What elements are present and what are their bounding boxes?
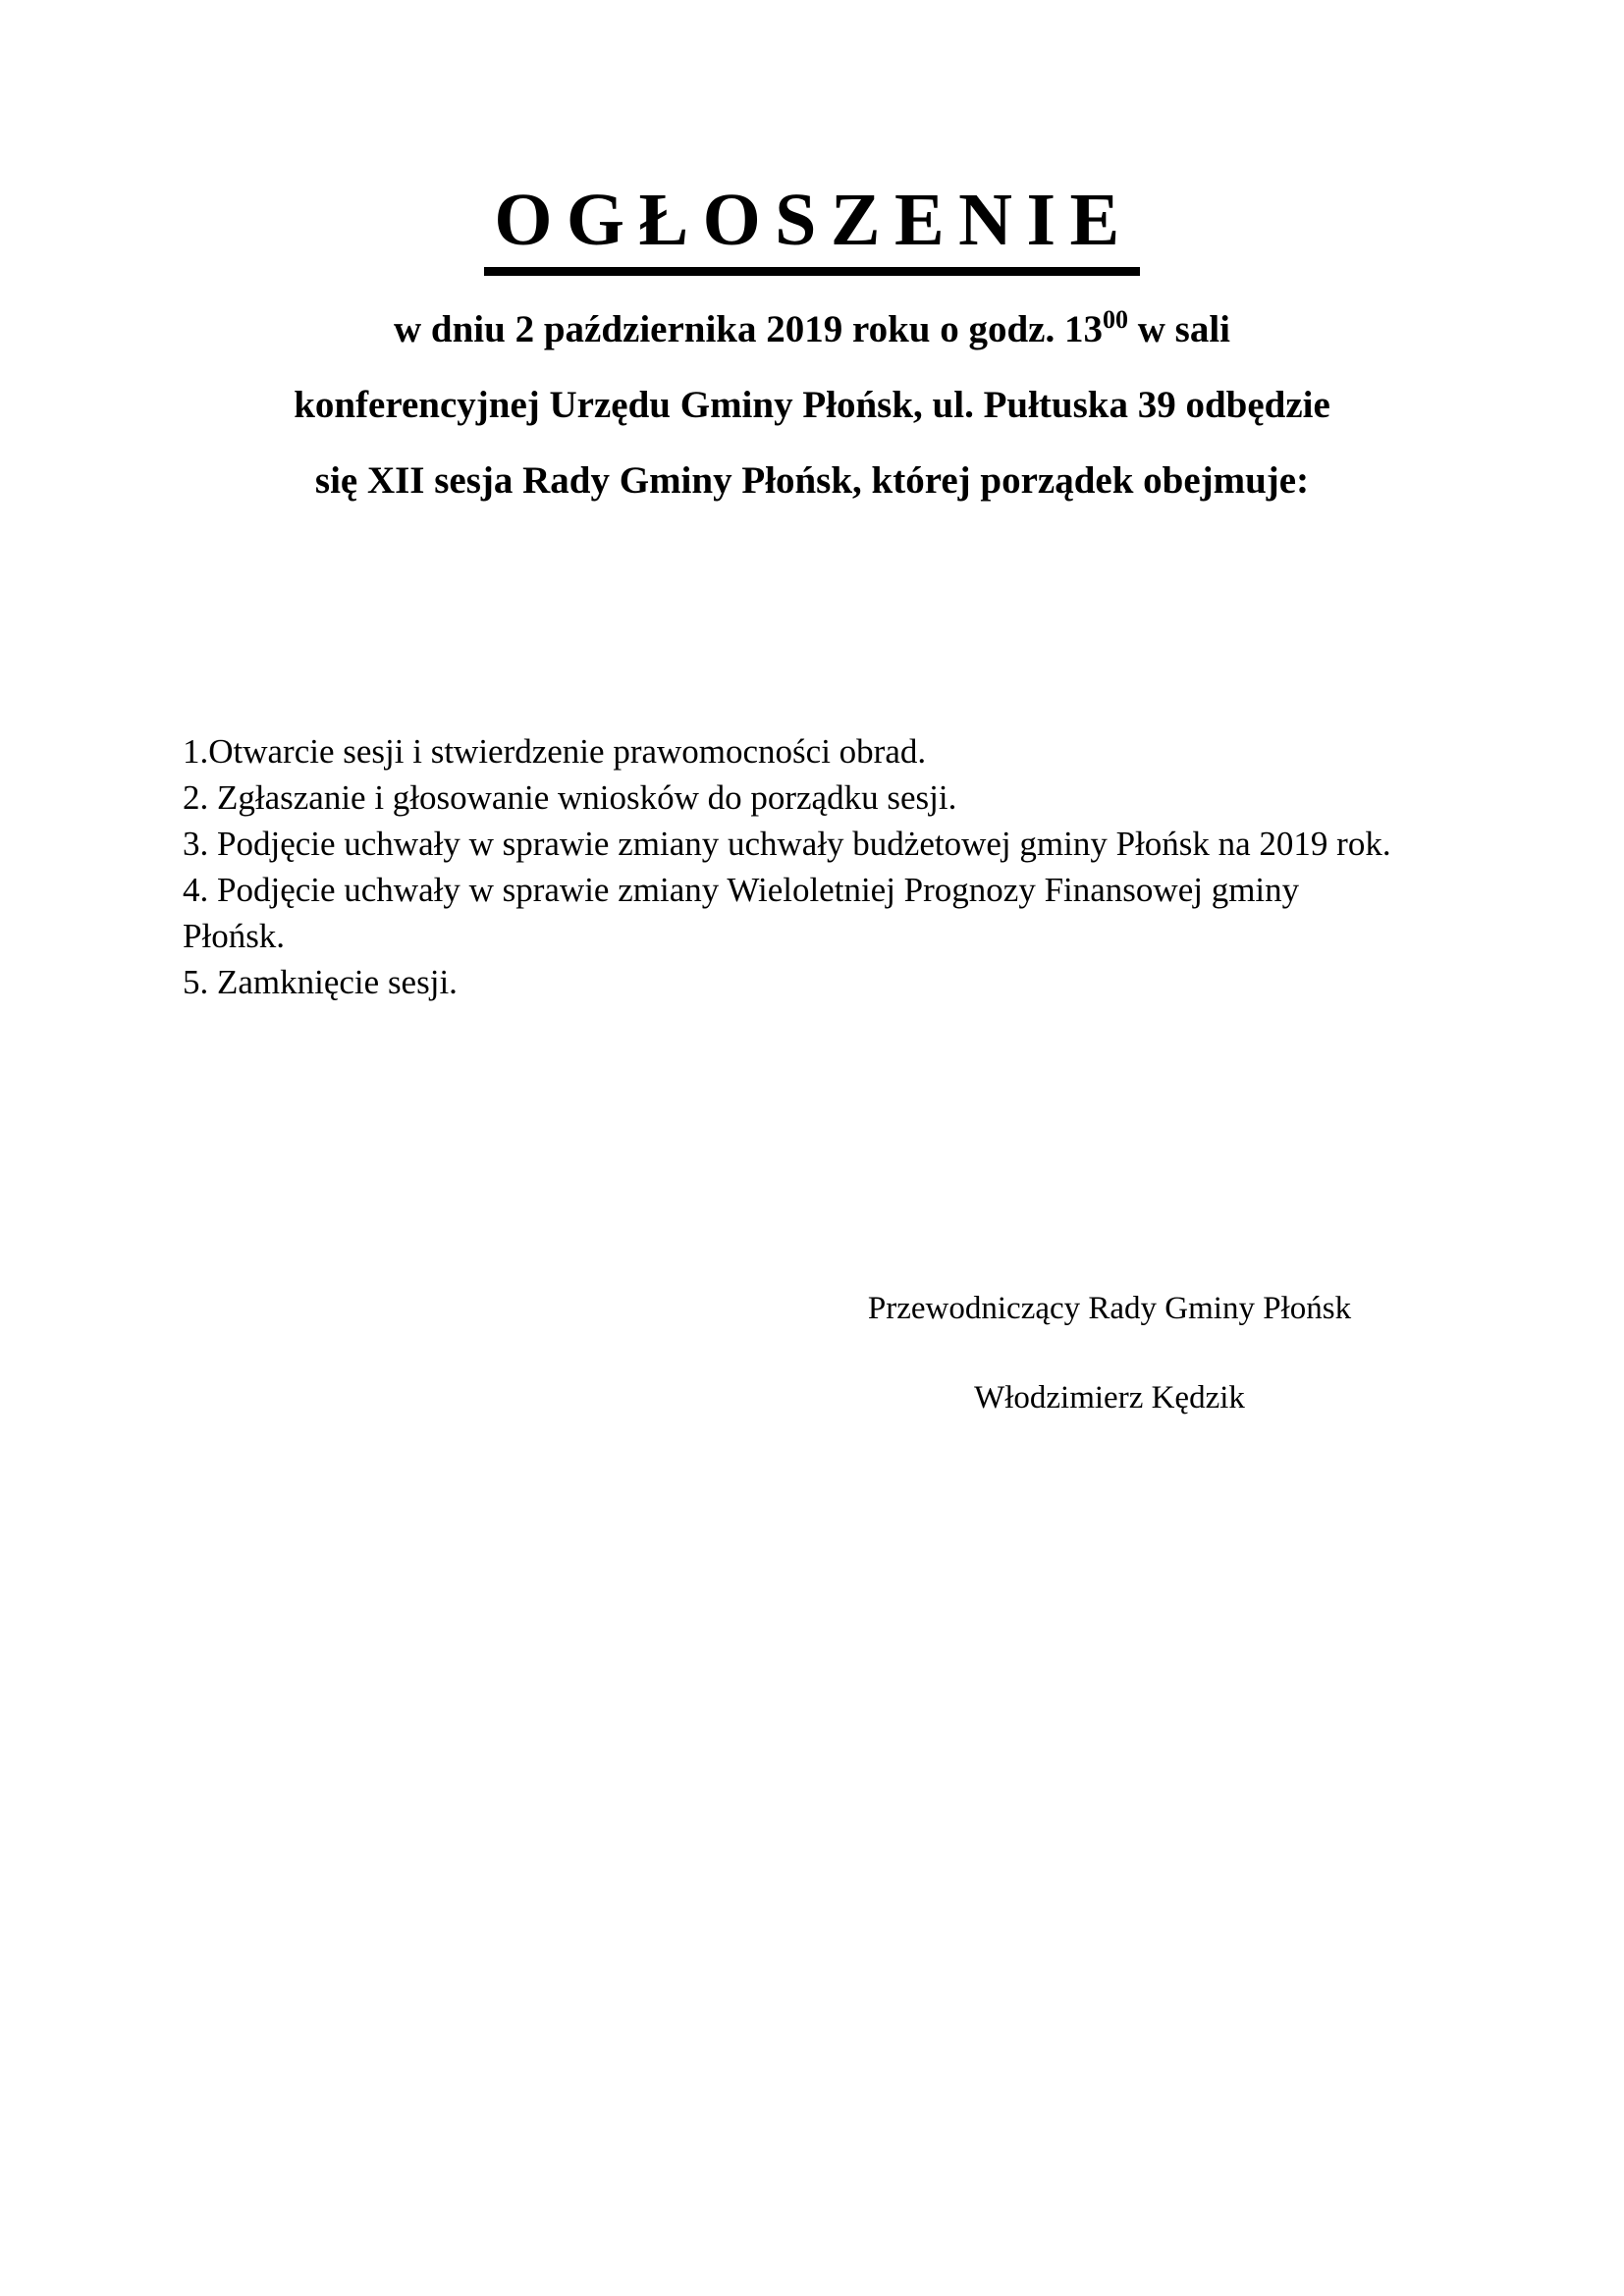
intro-line-1-text: w dniu 2 października 2019 roku o godz. 13 <box>394 308 1103 350</box>
agenda-item-5: 5. Zamknięcie sesji. <box>183 963 458 1001</box>
document-title: OGŁOSZENIE <box>484 183 1139 276</box>
signature-name: Włodzimierz Kędzik <box>974 1380 1245 1415</box>
intro-paragraph <box>0 292 1624 518</box>
agenda-list <box>183 728 1400 1005</box>
intro-line-3: się XII sesja Rady Gminy Płońsk, której porządek obejmuje: <box>314 459 1310 502</box>
agenda-item-3: 3. Podjęcie uchwały w sprawie zmiany uchwały budżetowej gminy Płońsk na 2019 rok. <box>183 825 1391 863</box>
signature-role: Przewodniczący Rady Gminy Płońsk <box>867 1291 1352 1326</box>
title-section <box>0 0 1624 276</box>
intro-line-1 <box>0 292 1624 367</box>
hour-superscript: 00 <box>1102 305 1128 334</box>
signature-block <box>854 1288 1365 1418</box>
intro-line-2: konferencyjnej Urzędu Gminy Płońsk, ul. Pułtuska 39 odbędzie <box>294 384 1330 426</box>
agenda-item-4: 4. Podjęcie uchwały w sprawie zmiany Wieloletniej Prognozy Finansowej gminy Płońsk. <box>183 871 1300 955</box>
agenda-item-2: 2. Zgłaszanie i głosowanie wniosków do porządku sesji. <box>183 778 957 817</box>
intro-line-1-tail: w sali <box>1127 308 1230 350</box>
agenda-item-1: 1.Otwarcie sesji i stwierdzenie prawomocności obrad. <box>183 732 927 771</box>
